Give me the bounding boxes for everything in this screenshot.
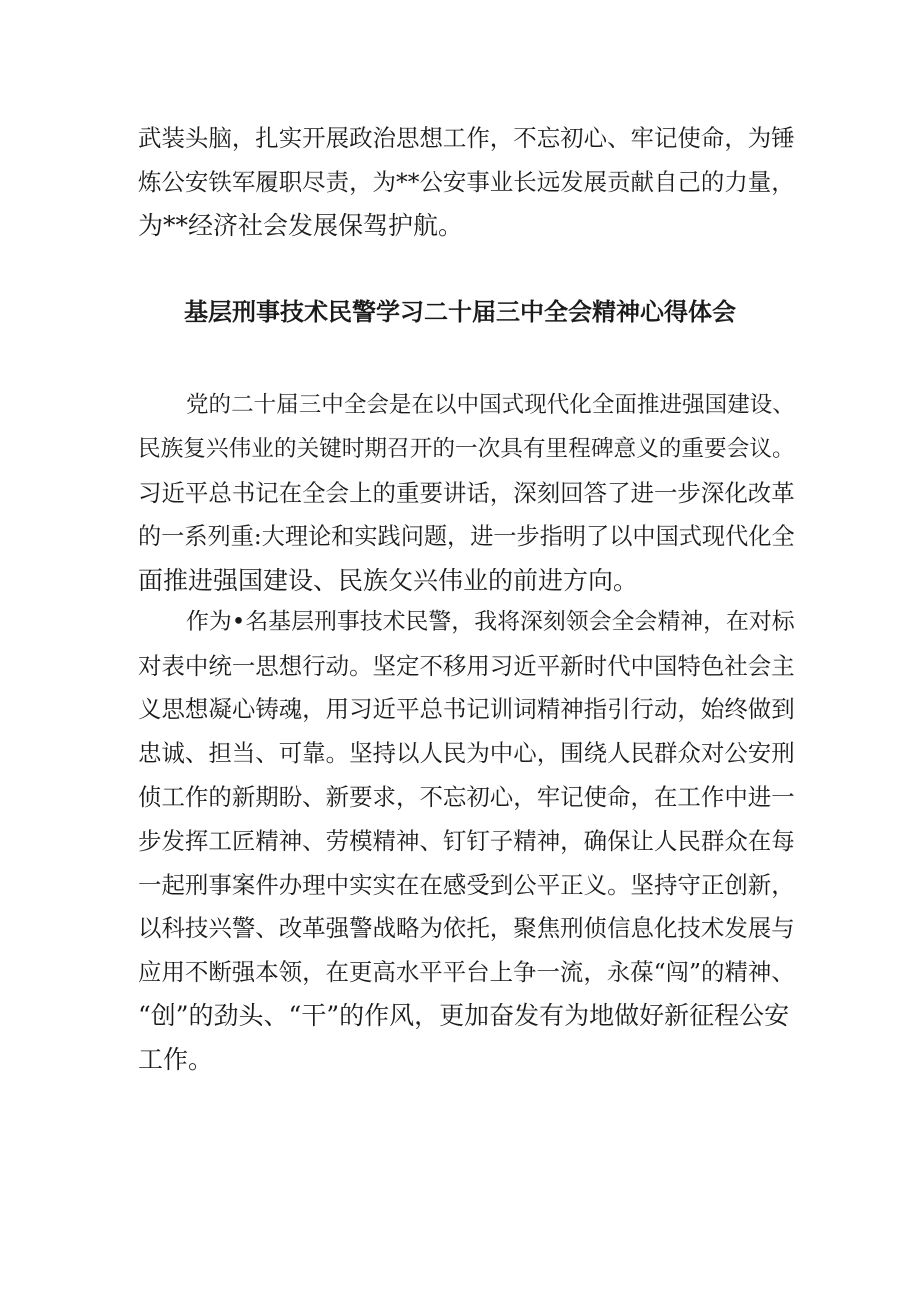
document-title: 基层刑事技术民警学习二十届三中全会精神心得体会 — [184, 298, 736, 326]
paragraph2-line-10: “创”的劲头、“干”的作风，更加奋发有为地做好新征程公安 — [138, 1001, 790, 1030]
paragraph1-line-5: 面推进强国建设、民族攵兴伟业的前进方向。 — [138, 566, 639, 595]
paragraph1-line-3: 习近平总书记在全会上的重要讲话，深刻回答了进一步深化改革 — [138, 479, 795, 507]
paragraph2-line-11: 工作。 — [138, 1045, 214, 1074]
paragraph2-line-3: 义思想凝心铸魂，用习近平总书记训词精神指引行动，始终做到 — [138, 695, 795, 723]
paragraph1-line-1: 党的二十届三中全会是在以中国式现代化全面推进强国建设、 — [186, 392, 795, 418]
intro-line-3: 为**经济社会发展保驾护航。 — [138, 211, 464, 240]
paragraph2-line-9: 应用不断强本领，在更高水平平台上争一流，永葆“闯”的精神、 — [138, 958, 795, 986]
intro-line-2: 炼公安铁军履职尽责，为**公安事业长远发展贡献自己的力量， — [138, 168, 795, 196]
paragraph2-line-4: 忠诚、担当、可靠。坚持以人民为中心，围绕人民群众对公安刑 — [138, 739, 795, 767]
paragraph2-line-2: 对表中统一思想行动。坚定不移用习近平新时代中国特色社会主 — [138, 652, 795, 680]
paragraph2-line-8: 以科技兴警、改革强警战略为依托，聚焦刑侦信息化技术发展与 — [138, 914, 795, 942]
paragraph2-line-5: 侦工作的新期盼、新要求，不忘初心，牢记使命，在工作中进一 — [138, 783, 795, 811]
intro-line-1: 武装头脑，扎实开展政治思想工作，不忘初心、牢记使命，为锤 — [138, 124, 795, 152]
paragraph1-line-2: 民族复兴伟业的关键时期召开的一次具有里程碑意义的重要会议。 — [138, 436, 795, 462]
paragraph1-line-4: 的一系列重:大理论和实践问题，进一步指明了以中国式现代化全 — [138, 523, 795, 550]
paragraph2-line-6: 步发挥工匠精神、劳模精神、钉钉子精神，确保让人民群众在每 — [138, 827, 795, 855]
paragraph2-line-1: 作为•名基层刑事技术民警，我将深刻领会全会精神，在对标 — [186, 609, 795, 635]
paragraph2-line-7: 一起刑事案件办理中实实在在感受到公平正义。坚持守正创新， — [138, 871, 795, 899]
